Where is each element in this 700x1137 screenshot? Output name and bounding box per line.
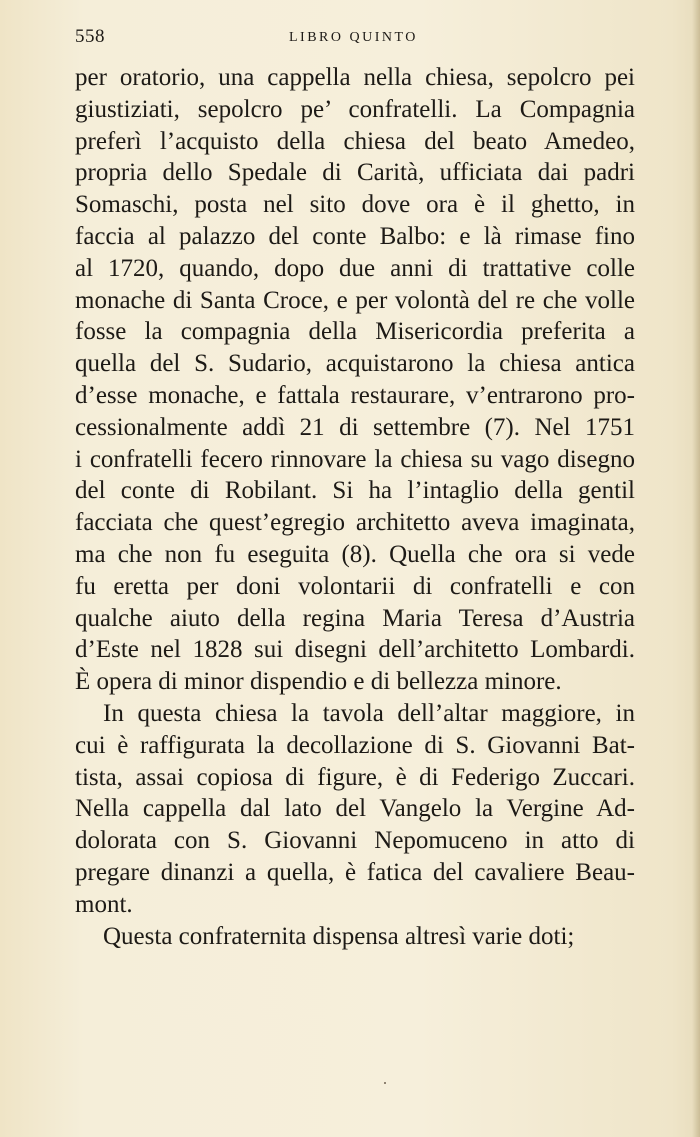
text-line: d’esse monache, e fattala restaurare, v’entrarono pro- [75, 381, 635, 409]
text-line: per oratorio, una cappella nella chiesa, sepolcro pei [75, 64, 635, 91]
page-edge-shadow [692, 0, 700, 1137]
text-line: Somaschi, posta nel sito dove ora è il ghetto, in [75, 191, 635, 219]
text-line: ma che non fu eseguita (8). Quella che ora si vede [75, 540, 635, 568]
paragraph-last-line: mont. [75, 890, 133, 918]
text-line: d’Este nel 1828 sui disegni dell’architetto Lombardi. [75, 636, 635, 664]
text-line: fu eretta per doni volontarii di confratelli e con [75, 572, 635, 600]
running-head: LIBRO QUINTO [289, 30, 418, 45]
text-line: propria dello Spedale di Carità, ufficiata dai padri [75, 159, 635, 187]
text-line: cui è raffigurata la decollazione di S. Giovanni Bat- [75, 731, 635, 759]
page-number: 558 [75, 26, 105, 47]
text-line: al 1720, quando, dopo due anni di trattative colle [75, 254, 635, 282]
text-line: del conte di Robilant. Si ha l’intaglio della gentil [75, 477, 635, 505]
text-line: Nella cappella dal lato del Vangelo la Vergine Ad- [75, 795, 635, 823]
text-line: fosse la compagnia della Misericordia preferita a [75, 318, 635, 346]
text-line: faccia al palazzo del conte Balbo: e là rimase fino [75, 222, 635, 250]
text-line: giustiziati, sepolcro pe’ confratelli. La Compagnia [75, 95, 635, 123]
paragraph-first-line: Questa confraternita dispensa altresì varie doti; [103, 922, 575, 950]
text-line: facciata che quest’egregio architetto aveva imaginata, [75, 509, 635, 537]
text-line: dolorata con S. Giovanni Nepomuceno in atto di [75, 827, 635, 855]
text-line: tista, assai copiosa di figure, è di Federigo Zuccari. [75, 763, 635, 791]
page-header [75, 26, 635, 52]
text-line: cessionalmente addì 21 di settembre (7). Nel 1751 [75, 413, 635, 441]
paragraph-first-line: In questa chiesa la tavola dell’altar maggiore, in [103, 699, 635, 727]
text-line: monache di Santa Croce, e per volontà del re che volle [75, 286, 635, 314]
paragraph-last-line: È opera di minor dispendio e di bellezza minore. [75, 668, 562, 696]
body-text [75, 62, 635, 952]
text-line: pregare dinanzi a quella, è fatica del cavaliere Beau- [75, 858, 635, 886]
text-line: i confratelli fecero rinnovare la chiesa su vago disegno [75, 445, 635, 473]
text-line: preferì l’acquisto della chiesa del beato Amedeo, [75, 127, 635, 155]
text-line: quella del S. Sudario, acquistarono la chiesa antica [75, 350, 635, 378]
ink-speck [384, 1082, 386, 1084]
text-line: qualche aiuto della regina Maria Teresa d’Austria [75, 604, 635, 632]
